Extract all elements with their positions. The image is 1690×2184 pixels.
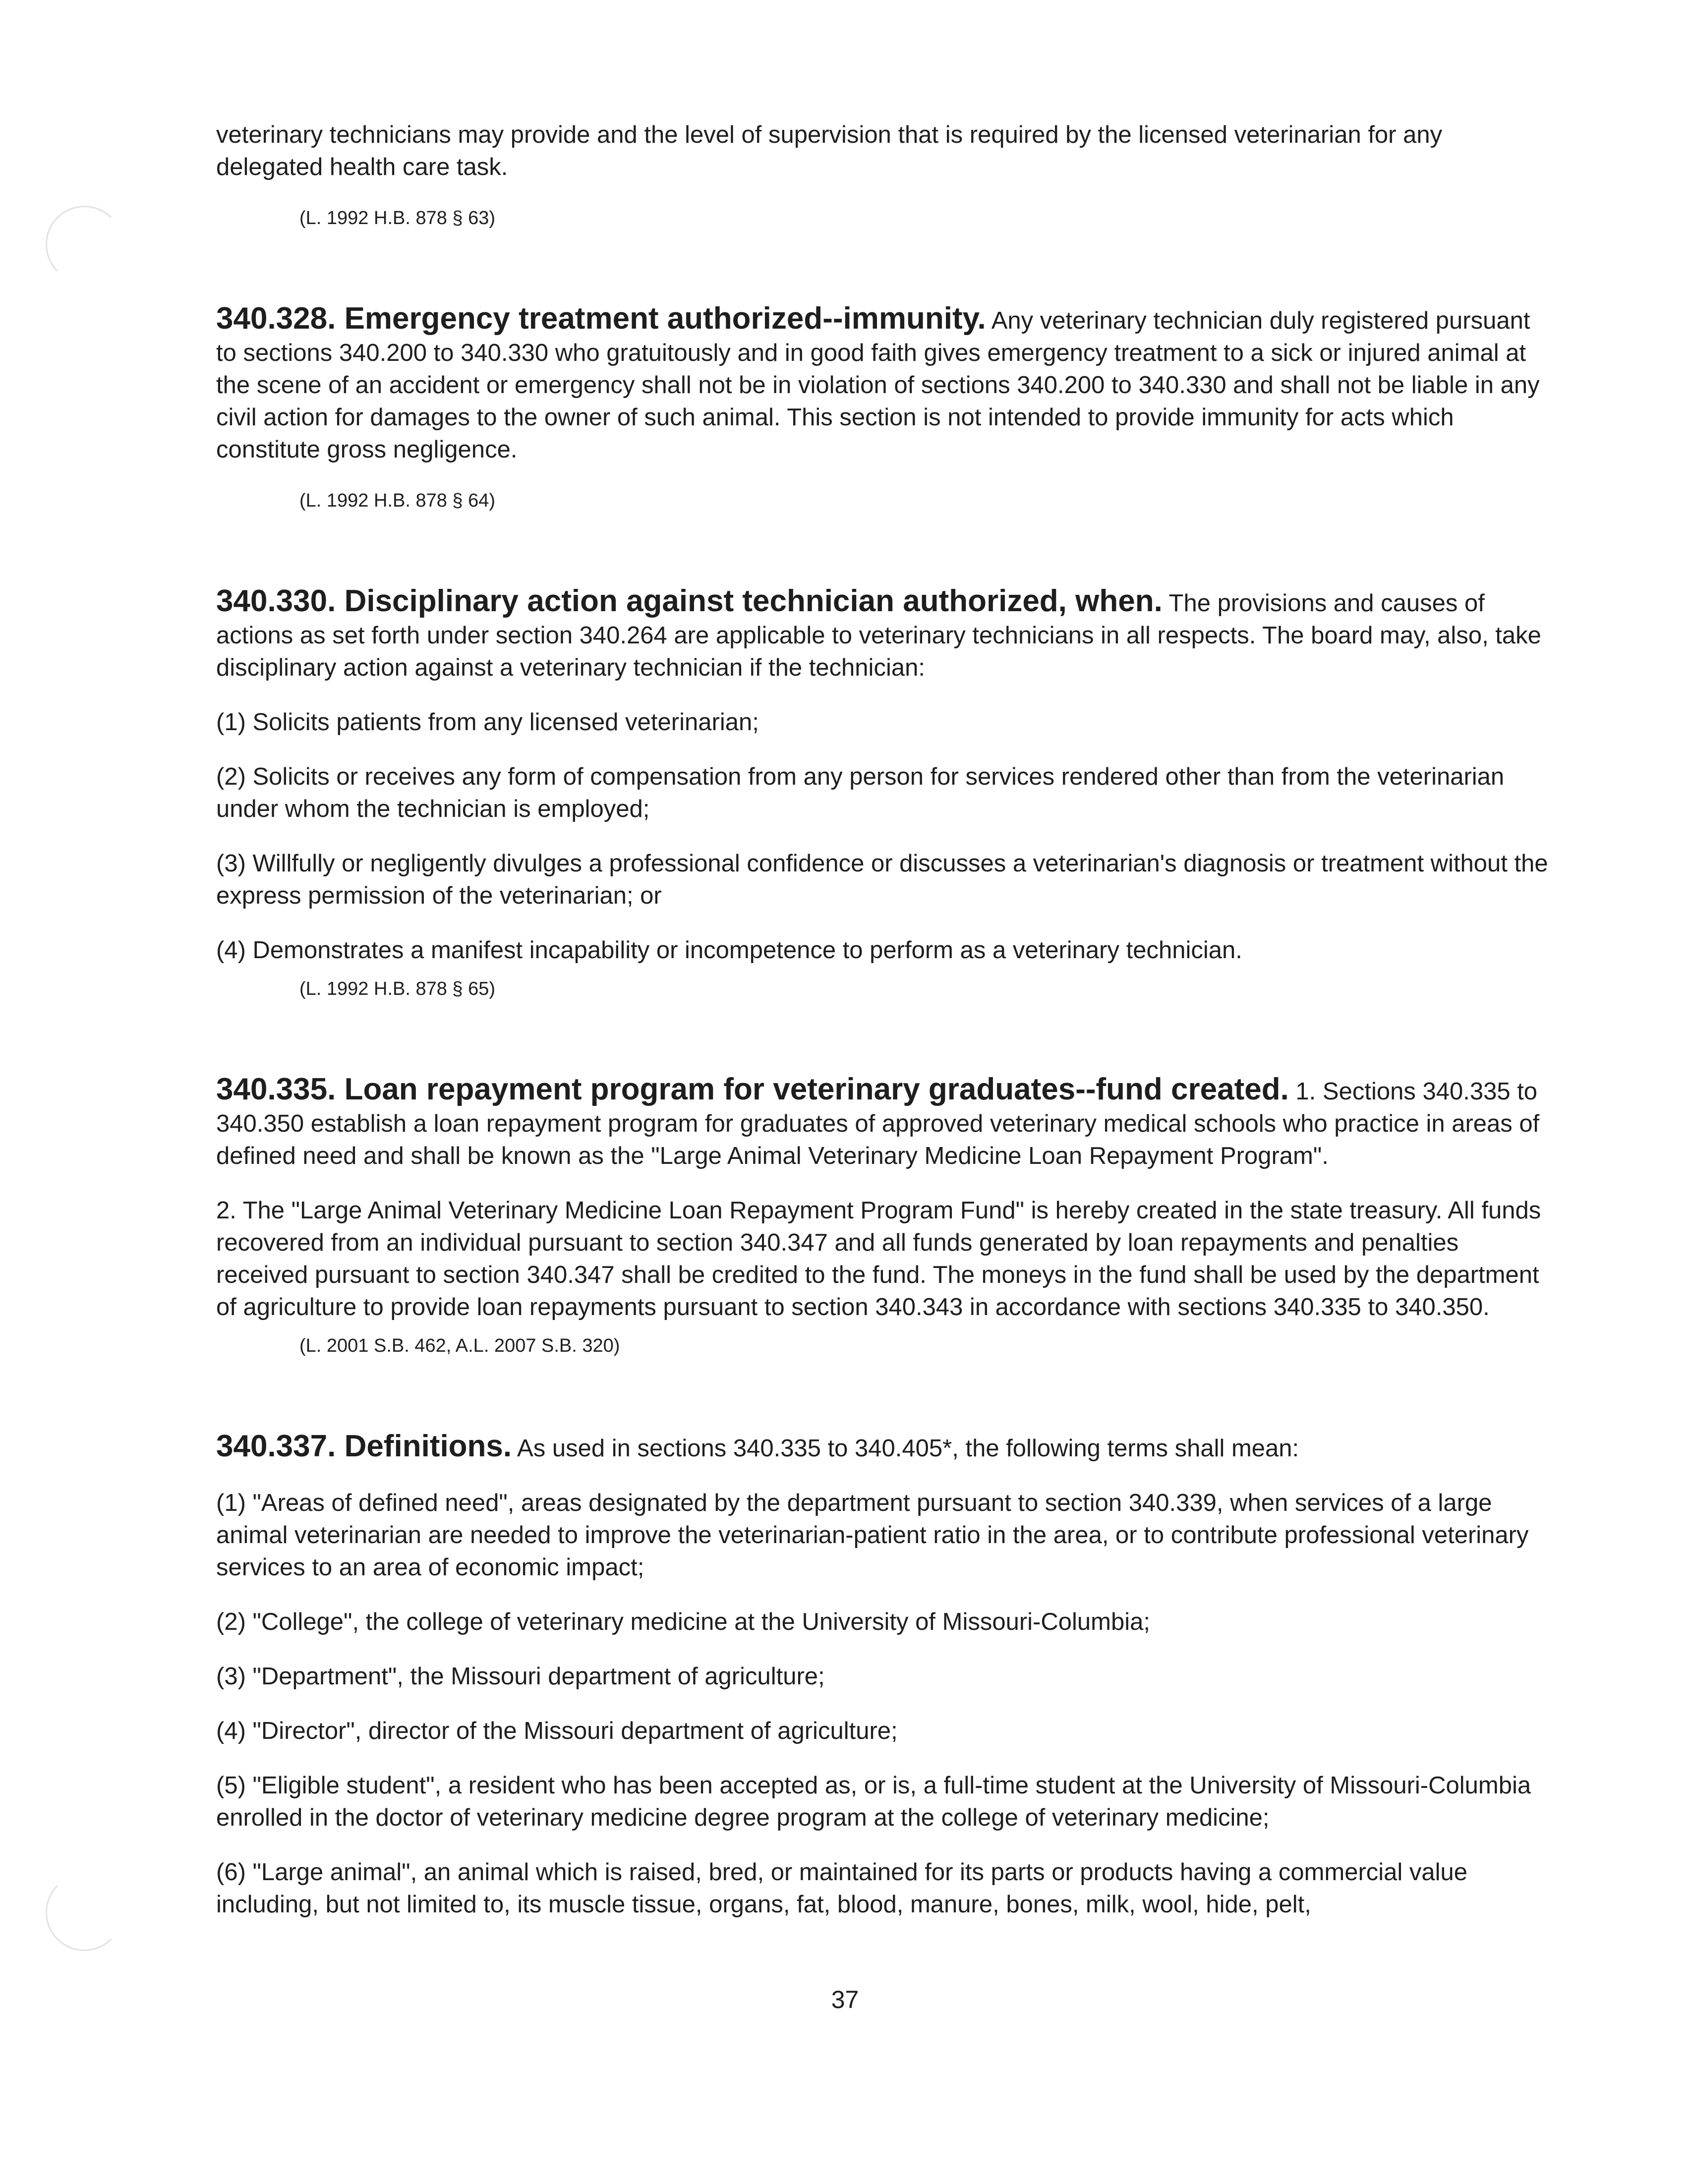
- list-item: (4) Demonstrates a manifest incapability or incompetence to perform as a veterinary technician.: [216, 937, 1242, 964]
- definition-item: (3) "Department", the Missouri department of agriculture;: [216, 1663, 825, 1690]
- definition-item: (1) "Areas of defined need", areas designated by the department pursuant to section 340.339, when services of a large animal veterinarian are needed to improve the veterinarian-patient ratio in the area, or to contribute professional veterinary services to an area of economic impact;: [216, 1490, 1529, 1581]
- definition-item: (6) "Large animal", an animal which is raised, bred, or maintained for its parts or products having a commercial value including, but not limited to, its muscle tissue, organs, fat, blood, manure, bones, milk, wool, hide, pelt,: [216, 1859, 1468, 1918]
- citation: (L. 1992 H.B. 878 § 64): [299, 490, 496, 511]
- intro-paragraph: veterinary technicians may provide and the level of supervision that is required by the licensed veterinarian for any delegated health care task.: [216, 121, 1443, 180]
- section-heading: 340.337. Definitions.: [216, 1429, 512, 1463]
- section-340-335: [216, 1073, 1550, 1172]
- binder-hole-artifact: [46, 1874, 123, 1951]
- section-body: As used in sections 340.335 to 340.405*, the following terms shall mean:: [517, 1435, 1299, 1462]
- document-page: [216, 119, 1550, 1943]
- list-item: (1) Solicits patients from any licensed veterinarian;: [216, 709, 759, 736]
- list-item: 2. The "Large Animal Veterinary Medicine Loan Repayment Program Fund" is hereby created in the state treasury. All funds recovered from an individual pursuant to section 340.347 and all funds generated by loan repayments and penalties received pursuant to section 340.347 shall be credited to the fund. The moneys in the fund shall be used by the department of agriculture to provide loan repayments pursuant to section 340.343 in accordance with sections 340.335 to 340.350.: [216, 1197, 1541, 1321]
- definition-item: (2) "College", the college of veterinary medicine at the University of Missouri-Columbia;: [216, 1609, 1150, 1635]
- citation: (L. 1992 H.B. 878 § 63): [299, 208, 496, 229]
- list-item: (3) Willfully or negligently divulges a professional confidence or discusses a veterinarian's diagnosis or treatment without the express permission of the veterinarian; or: [216, 850, 1548, 909]
- section-body: Any veterinary technician duly registered pursuant to sections 340.200 to 340.330 who gratuitously and in good faith gives emergency treatment to a sick or injured animal at the scene of an accident or emergency shall not be in violation of sections 340.200 to 340.330 and shall not be liable in any civil action for damages to the owner of such animal. This section is not intended to provide immunity for acts which constitute gross negligence.: [216, 307, 1540, 463]
- section-heading: 340.328. Emergency treatment authorized--immunity.: [216, 301, 986, 336]
- section-340-328: [216, 302, 1550, 466]
- section-340-337: [216, 1430, 1550, 1465]
- citation: (L. 1992 H.B. 878 § 65): [299, 978, 496, 999]
- section-340-330: [216, 585, 1550, 684]
- definition-item: (4) "Director", director of the Missouri department of agriculture;: [216, 1718, 898, 1744]
- page-number: 37: [831, 1986, 859, 2013]
- list-item: (2) Solicits or receives any form of compensation from any person for services rendered other than from the veterinarian under whom the technician is employed;: [216, 763, 1505, 822]
- section-body: The provisions and causes of actions as set forth under section 340.264 are applicable to veterinary technicians in all respects. The board may, also, take disciplinary action against a veterinary technician if the technician:: [216, 590, 1541, 681]
- citation: (L. 2001 S.B. 462, A.L. 2007 S.B. 320): [299, 1335, 620, 1356]
- section-body: 1. Sections 340.335 to 340.350 establish a loan repayment program for graduates of approved veterinary medical schools who practice in areas of defined need and shall be known as the "Large Animal Veterinary Medicine Loan Repayment Program".: [216, 1078, 1540, 1169]
- section-heading: 340.330. Disciplinary action against technician authorized, when.: [216, 584, 1163, 618]
- section-heading: 340.335. Loan repayment program for veterinary graduates--fund created.: [216, 1072, 1289, 1106]
- binder-hole-artifact: [46, 206, 123, 283]
- definition-item: (5) "Eligible student", a resident who has been accepted as, or is, a full-time student at the University of Missouri-Columbia enrolled in the doctor of veterinary medicine degree program at the college of veterinary medicine;: [216, 1772, 1531, 1831]
